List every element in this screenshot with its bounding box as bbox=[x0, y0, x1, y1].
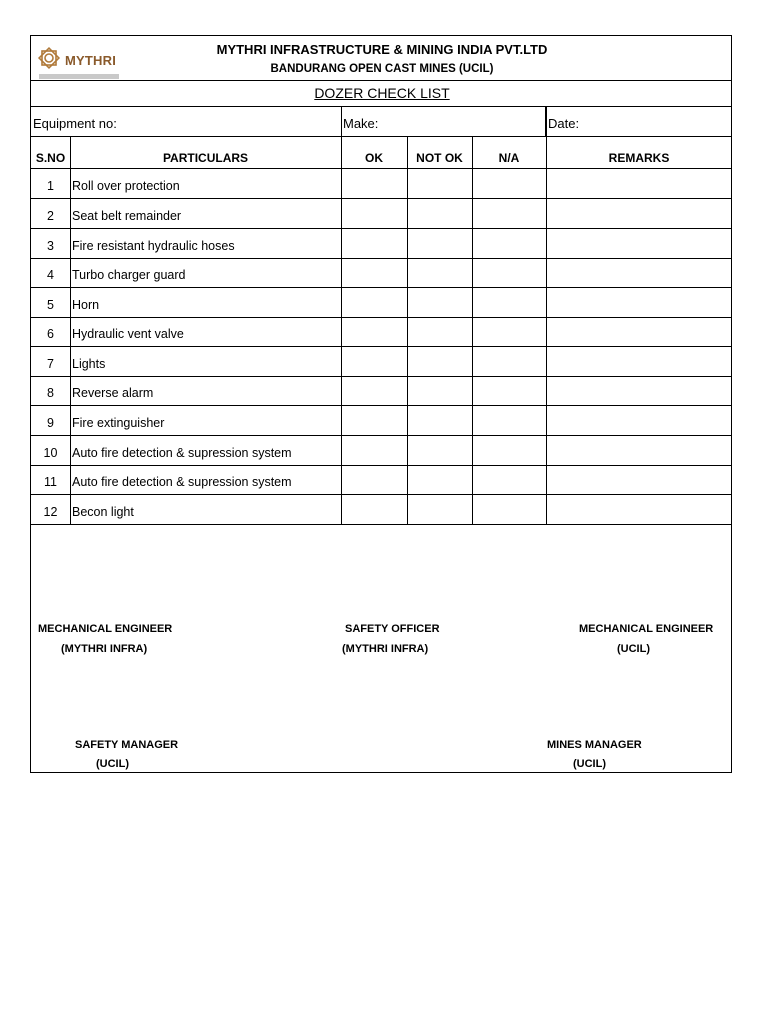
table-row bbox=[31, 495, 731, 525]
col-header-na: N/A bbox=[498, 151, 520, 165]
signature-org: (MYTHRI INFRA) bbox=[61, 643, 148, 655]
date-label: Date: bbox=[548, 116, 580, 131]
table-row bbox=[31, 229, 731, 259]
row-sno: 6 bbox=[47, 327, 54, 341]
col-header-particulars: PARTICULARS bbox=[162, 151, 249, 165]
info-divider bbox=[341, 107, 342, 136]
signature-title: MECHANICAL ENGINEER bbox=[38, 623, 173, 635]
row-particular: Seat belt remainder bbox=[72, 209, 182, 223]
table-row bbox=[31, 347, 731, 377]
page-title: DOZER CHECK LIST bbox=[314, 85, 450, 101]
signature-title: MECHANICAL ENGINEER bbox=[579, 623, 714, 635]
row-sno: 11 bbox=[44, 475, 57, 489]
signature-title: MINES MANAGER bbox=[547, 739, 642, 751]
signature-title: SAFETY OFFICER bbox=[345, 623, 440, 635]
row-particular: Fire extinguisher bbox=[72, 416, 165, 430]
table-column-divider bbox=[407, 137, 408, 525]
table-row bbox=[31, 436, 731, 466]
make-label: Make: bbox=[343, 116, 379, 131]
row-sno: 2 bbox=[47, 209, 54, 223]
row-particular: Roll over protection bbox=[72, 179, 180, 193]
equipment-no-label: Equipment no: bbox=[33, 116, 117, 131]
row-sno: 8 bbox=[47, 386, 54, 400]
table-row bbox=[31, 317, 731, 347]
row-sno: 9 bbox=[47, 416, 54, 430]
row-sno: 4 bbox=[47, 268, 54, 282]
row-particular: Horn bbox=[72, 298, 100, 312]
table-row bbox=[31, 169, 731, 199]
title-bar bbox=[31, 80, 731, 107]
row-particular: Auto fire detection & supression system bbox=[72, 475, 292, 489]
table-row bbox=[31, 376, 731, 406]
row-sno: 3 bbox=[47, 239, 54, 253]
row-particular: Auto fire detection & supression system bbox=[72, 446, 292, 460]
company-name: MYTHRI INFRASTRUCTURE & MINING INDIA PVT.LTD bbox=[216, 42, 548, 57]
table-row bbox=[31, 406, 731, 436]
table-column-divider bbox=[70, 137, 71, 525]
row-sno: 10 bbox=[43, 446, 58, 460]
row-particular: Turbo charger guard bbox=[72, 268, 186, 282]
row-particular: Reverse alarm bbox=[72, 386, 154, 400]
row-sno: 5 bbox=[47, 298, 54, 312]
signature-org: (UCIL) bbox=[573, 758, 606, 770]
table-row bbox=[31, 465, 731, 495]
form-header bbox=[31, 36, 731, 81]
signature-title: SAFETY MANAGER bbox=[75, 739, 179, 751]
table-row bbox=[31, 288, 731, 318]
table-column-divider bbox=[472, 137, 473, 525]
col-header-not-ok: NOT OK bbox=[416, 151, 463, 165]
row-sno: 12 bbox=[43, 505, 58, 519]
row-particular: Fire resistant hydraulic hoses bbox=[72, 239, 235, 253]
row-sno: 1 bbox=[47, 179, 54, 193]
row-sno: 7 bbox=[47, 357, 54, 371]
col-header-ok: OK bbox=[365, 151, 383, 165]
site-name: BANDURANG OPEN CAST MINES (UCIL) bbox=[270, 63, 494, 75]
row-particular: Lights bbox=[72, 357, 106, 371]
row-particular: Hydraulic vent valve bbox=[72, 327, 184, 341]
signature-org: (MYTHRI INFRA) bbox=[342, 643, 429, 655]
checklist-sheet bbox=[30, 35, 732, 773]
col-header-remarks: REMARKS bbox=[608, 151, 670, 165]
row-particular: Becon light bbox=[72, 505, 134, 519]
table-row bbox=[31, 199, 731, 229]
table-header-row bbox=[31, 137, 731, 169]
col-header-sno: S.NO bbox=[35, 151, 66, 165]
table-row bbox=[31, 258, 731, 288]
info-row bbox=[31, 107, 731, 137]
table-column-divider bbox=[546, 107, 547, 525]
table-column-divider bbox=[341, 137, 342, 525]
logo-text: MYTHRI bbox=[65, 53, 117, 68]
signature-org: (UCIL) bbox=[617, 643, 650, 655]
signature-org: (UCIL) bbox=[96, 758, 129, 770]
